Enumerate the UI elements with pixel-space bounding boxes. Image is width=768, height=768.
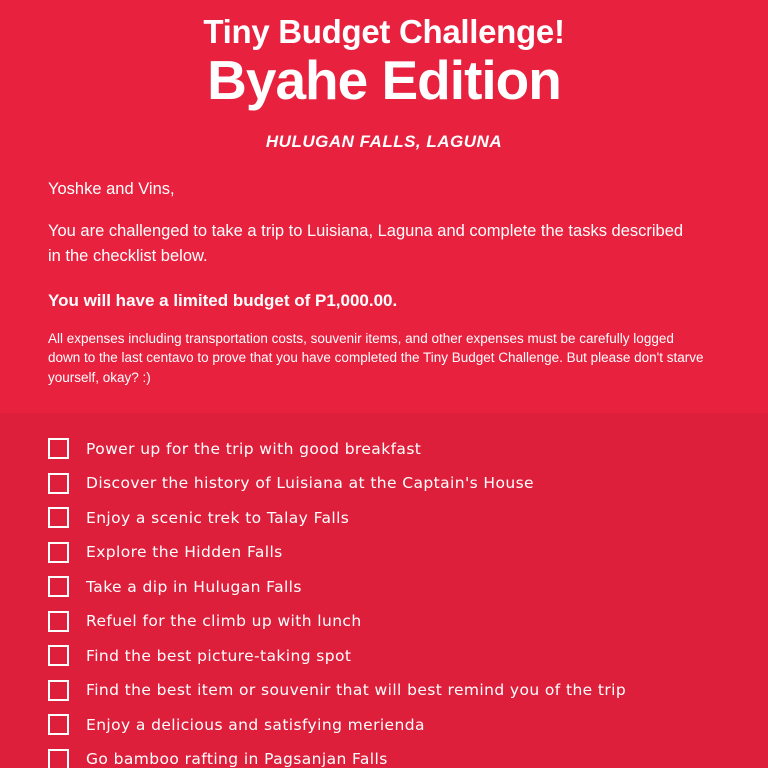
salutation-text: Yoshke and Vins, [48,180,175,199]
checkbox-icon[interactable] [48,507,69,528]
page-subtitle-location: HULUGAN FALLS, LAGUNA [265,132,503,152]
list-item-label: Enjoy a scenic trek to Talay Falls [86,508,350,527]
checkbox-icon[interactable] [48,645,69,666]
list-item-label: Find the best picture-taking spot [86,646,352,665]
list-item-label: Take a dip in Hulugan Falls [86,577,302,596]
checkbox-icon[interactable] [48,542,69,563]
list-item[interactable] [0,673,768,708]
intro-block [0,178,768,407]
list-item[interactable] [0,466,768,501]
poster-header [0,0,768,152]
checkbox-icon[interactable] [48,473,69,494]
rules-fineprint: All expenses including transportation costs, souvenir items, and other expenses must be carefully logged down to the last centavo to prove that you have completed the Tiny Budget Challenge. But please don't starve yourself, okay? :) [48,330,704,385]
list-item-label: Enjoy a delicious and satisfying merienda [86,715,425,734]
checkbox-icon[interactable] [48,749,69,768]
checklist [0,413,768,768]
budget-statement: You will have a limited budget of P1,000.00. [48,290,398,310]
checkbox-icon[interactable] [48,611,69,632]
list-item[interactable] [0,638,768,673]
list-item[interactable] [0,742,768,768]
checkbox-icon[interactable] [48,576,69,597]
page-title-primary: Tiny Budget Challenge! [203,13,565,50]
challenge-description: You are challenged to take a trip to Luisiana, Laguna and complete the tasks described in the checklist below. [48,222,684,265]
checkbox-icon[interactable] [48,680,69,701]
list-item-label: Refuel for the climb up with lunch [86,612,362,631]
list-item[interactable] [0,604,768,639]
list-item[interactable] [0,569,768,604]
list-item-label: Explore the Hidden Falls [86,543,283,562]
list-item-label: Discover the history of Luisiana at the Captain's House [86,474,534,493]
list-item[interactable] [0,535,768,570]
checkbox-icon[interactable] [48,714,69,735]
checkbox-icon[interactable] [48,438,69,459]
list-item[interactable] [0,431,768,466]
page-title-secondary: Byahe Edition [207,49,561,112]
list-item[interactable] [0,707,768,742]
list-item-label: Find the best item or souvenir that will best remind you of the trip [86,681,627,700]
list-item-label: Go bamboo rafting in Pagsanjan Falls [86,750,388,768]
list-item-label: Power up for the trip with good breakfast [86,439,422,458]
list-item[interactable] [0,500,768,535]
